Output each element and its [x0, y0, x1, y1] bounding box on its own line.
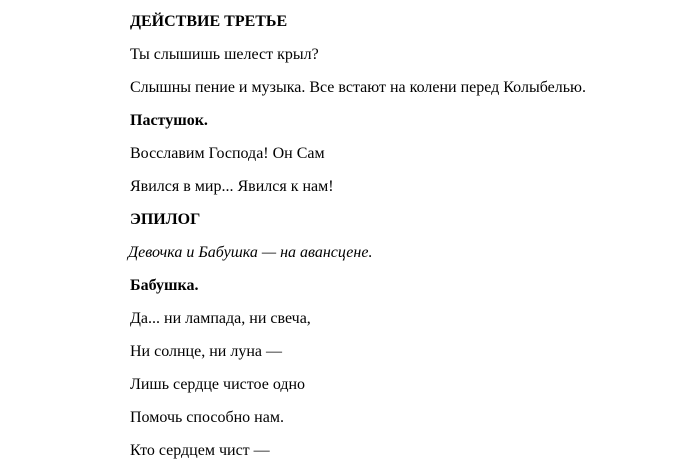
dialogue-line: Помочь способно нам.: [130, 409, 284, 426]
stage-direction: Слышны пение и музыка. Все встают на колени перед Колыбелью.: [130, 79, 586, 96]
dialogue-line: Кто сердцем чист —: [130, 442, 270, 459]
epilogue-heading: ЭПИЛОГ: [130, 211, 201, 228]
dialogue-line: Лишь сердце чистое одно: [130, 376, 306, 393]
dialogue-line: Да... ни лампада, ни свеча,: [130, 310, 311, 327]
dialogue-line: Восславим Господа! Он Сам: [130, 145, 325, 162]
speaker-name: Бабушка.: [130, 277, 199, 294]
document-body: [130, 12, 700, 474]
dialogue-line: Ни солнце, ни луна —: [130, 343, 282, 360]
speaker-name: Пастушок.: [130, 112, 208, 129]
dialogue-line: Ты слышишь шелест крыл?: [130, 46, 319, 63]
act-heading: ДЕЙСТВИЕ ТРЕТЬЕ: [130, 13, 288, 30]
stage-direction: Девочка и Бабушка — на авансцене.: [128, 244, 373, 261]
dialogue-line: Явился в мир... Явился к нам!: [130, 178, 334, 195]
